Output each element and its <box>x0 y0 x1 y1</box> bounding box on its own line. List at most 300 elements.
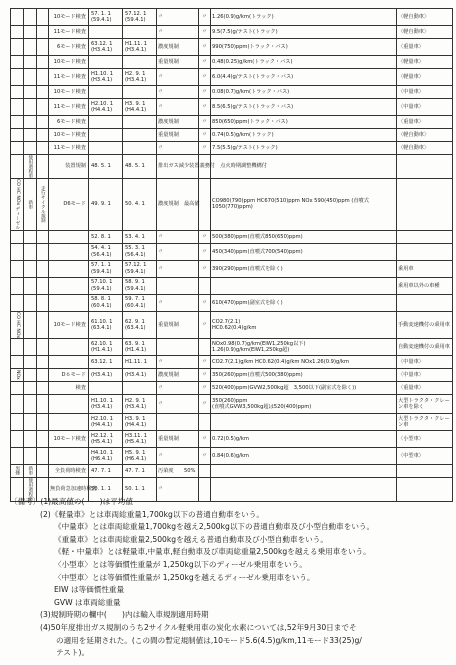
cell-regulation-type: 〃 <box>157 69 199 86</box>
cell-test-mode <box>49 243 89 260</box>
cell-new-model-date: H2.10. 1 (H4.4.1) <box>89 99 123 116</box>
cell-class <box>24 116 37 129</box>
cell-existing-model-date: 57.12. 1 (59.4.1) <box>123 9 157 26</box>
cell-regulation-type: 〃 <box>157 477 199 501</box>
cell-class <box>24 338 37 355</box>
cell-limit-value: CO2.7(2.1)g/km HC0.62(0.4)g/km NOx1.26(0.9)g/km <box>211 355 397 368</box>
cell-vehicle-category: 〈軽自動車〉 <box>397 129 453 142</box>
cell-ditto <box>199 413 211 430</box>
cell-class <box>24 311 37 338</box>
cell-pollutant: NOx <box>11 368 24 381</box>
cell-existing-model-date: H2. 9. 1 (H3.4.1) <box>123 394 157 413</box>
cell-test-mode <box>49 277 89 294</box>
cell-limit-value: 0.74(0.5)g/km(トラック) <box>211 129 397 142</box>
cell-regulation-type: 〃 <box>157 142 199 155</box>
cell-test-mode: 6モード検査 <box>49 39 89 56</box>
table-row <box>11 86 453 99</box>
cell-class <box>24 381 37 394</box>
cell-vehicle-category: 〈重量車〉 <box>397 39 453 56</box>
remark-line-9: GVW は車両総重量 <box>54 597 121 607</box>
cell-regulation-type: 〃 <box>157 243 199 260</box>
table-row <box>11 338 453 355</box>
cell-vehicle-category: 〈中量車〉 <box>397 86 453 99</box>
cell-method <box>37 69 49 86</box>
cell-regulation-type: 重量規制 <box>157 311 199 338</box>
cell-existing-model-date: H3.11. 1 (H5.4.1) <box>123 430 157 447</box>
table-row <box>11 294 453 311</box>
cell-pollutant <box>11 413 24 430</box>
cell-class: 使用過程車 <box>24 477 37 501</box>
cell-class <box>24 99 37 116</box>
remark-line-8: EIW は等価慣性重量 <box>54 585 125 595</box>
cell-new-model-date <box>89 381 123 394</box>
cell-regulation-type: 〃 <box>157 294 199 311</box>
cell-pollutant <box>11 26 24 39</box>
cell-test-mode <box>49 294 89 311</box>
cell-limit-value: 520(400)ppm(GVW2,500kg超 3,500以下(副室式を除く)) <box>211 381 397 394</box>
table-row <box>11 394 453 413</box>
cell-class <box>24 430 37 447</box>
cell-test-mode <box>49 230 89 243</box>
remark-line-12: の適用を延期された。(この間の暫定規制値は,10モード5.6(4.5)g/km,11モード33(25)g/ <box>56 635 362 645</box>
table-row <box>11 116 453 129</box>
cell-test-mode <box>49 355 89 368</box>
cell-limit-value: 9.5(7.5)g/テスト(トラック) <box>211 26 397 39</box>
table-row <box>11 129 453 142</box>
cell-vehicle-category: 〈中型車〉 <box>397 447 453 464</box>
cell-ditto: 〃 <box>199 243 211 260</box>
cell-test-mode: 11モード検査 <box>49 142 89 155</box>
cell-new-model-date <box>89 56 123 69</box>
cell-vehicle-category: 手動変速機付の乗用車 <box>397 311 453 338</box>
cell-class <box>24 394 37 413</box>
cell-new-model-date: 57.10. 1 (59.4.1) <box>89 277 123 294</box>
cell-pollutant <box>11 355 24 368</box>
cell-test-mode: 検査 <box>49 381 89 394</box>
cell-regulation-type: 濃度規制 <box>157 39 199 56</box>
remark-line-7: 〈中型車〉とは等価慣性重量が 1,250kgを越えるディーゼル乗用車をいう。 <box>54 572 315 582</box>
cell-new-model-date <box>89 129 123 142</box>
cell-vehicle-category <box>397 155 453 179</box>
cell-method <box>37 26 49 39</box>
cell-test-mode <box>49 413 89 430</box>
cell-class <box>24 39 37 56</box>
cell-new-model-date: 54. 4. 1 (56.4.1) <box>89 243 123 260</box>
cell-test-mode: 10モード検査 <box>49 56 89 69</box>
cell-existing-model-date <box>123 142 157 155</box>
cell-regulation-type <box>157 338 199 355</box>
cell-new-model-date: 57. 1. 1 (59.4.1) <box>89 9 123 26</box>
table-row <box>11 277 453 294</box>
cell-test-mode: D６モード <box>49 368 89 381</box>
table-row <box>11 230 453 243</box>
cell-existing-model-date: 62. 9. 1 (63.4.1) <box>123 311 157 338</box>
cell-class <box>24 56 37 69</box>
cell-new-model-date: 62.10. 1 (H1.4.1) <box>89 338 123 355</box>
cell-ditto: 〃 <box>199 26 211 39</box>
table-row <box>11 179 453 231</box>
remark-line-10: (3)規制時期の欄中( )内は輸入車規制適用時期 <box>40 610 209 620</box>
cell-ditto: 〃 <box>199 39 211 56</box>
cell-ditto: 〃 <box>199 129 211 142</box>
cell-regulation-type: 〃 <box>157 86 199 99</box>
remark-line-13: テスト)。 <box>56 648 90 658</box>
cell-limit-value <box>211 277 397 294</box>
cell-limit-value: 350(260)ppm (直噴式GVW3,500kg超は520(400)ppm) <box>211 394 397 413</box>
cell-ditto: 〃 <box>199 447 211 464</box>
cell-method <box>37 56 49 69</box>
remark-line-11: (4)50年度排出ガス規制のうち2サイクル軽乗用車の炭化水素については,52年9月30日までそ <box>40 622 357 632</box>
cell-vehicle-category: 〈軽量車〉 <box>397 56 453 69</box>
cell-limit-value: 6.0(4.4)g/テスト(トラック・バス) <box>211 69 397 86</box>
remarks-section <box>10 496 450 660</box>
cell-existing-model-date <box>123 56 157 69</box>
cell-vehicle-category <box>397 230 453 243</box>
cell-ditto <box>199 338 211 355</box>
cell-class: 新車 <box>24 179 37 231</box>
cell-new-model-date: 61.10. 1 (63.4.1) <box>89 311 123 338</box>
cell-vehicle-category <box>397 464 453 477</box>
cell-limit-value: 500(380)ppm(直噴式850(650)ppm) <box>211 230 397 243</box>
cell-pollutant <box>11 129 24 142</box>
cell-ditto: 〃 <box>199 294 211 311</box>
cell-regulation-type: 〃 <box>157 394 199 413</box>
table-row <box>11 447 453 464</box>
table-row <box>11 39 453 56</box>
cell-ditto <box>199 464 211 477</box>
cell-class <box>24 142 37 155</box>
cell-limit-value: NOx0.98(0.7)g/km(EIW1,250kg以下) 1.26(0.9)g/km(EIW1,250kg超) <box>211 338 397 355</box>
cell-method <box>37 260 49 277</box>
cell-vehicle-category: 乗用車 <box>397 260 453 277</box>
table-row <box>11 464 453 477</box>
cell-existing-model-date: 57.12. 1 (59.4.1) <box>123 260 157 277</box>
cell-vehicle-category: 乗用車以外の車種 <box>397 277 453 294</box>
cell-existing-model-date: 50. 4. 1 <box>123 179 157 231</box>
cell-new-model-date <box>89 116 123 129</box>
cell-existing-model-date: (H3.4.1) <box>123 368 157 381</box>
cell-method <box>37 430 49 447</box>
cell-regulation-type: 〃 <box>157 355 199 368</box>
cell-test-mode: 10モード検査 <box>49 129 89 142</box>
cell-pollutant <box>11 9 24 26</box>
cell-vehicle-category <box>397 294 453 311</box>
cell-pollutant <box>11 142 24 155</box>
cell-class <box>24 368 37 381</box>
cell-class <box>24 26 37 39</box>
cell-ditto: 〃 <box>199 260 211 277</box>
cell-existing-model-date: H3. 9. 1 (H4.4.1) <box>123 99 157 116</box>
cell-pollutant <box>11 294 24 311</box>
cell-method <box>37 464 49 477</box>
cell-new-model-date: 57. 1. 1 (59.4.1) <box>89 260 123 277</box>
cell-class <box>24 260 37 277</box>
cell-test-mode <box>49 338 89 355</box>
cell-class <box>24 129 37 142</box>
cell-vehicle-category <box>397 179 453 231</box>
cell-test-mode: 10モード検査 <box>49 311 89 338</box>
cell-class <box>24 243 37 260</box>
cell-test-mode: 全負荷時検査 <box>49 464 89 477</box>
cell-vehicle-category: 〈小型車〉 <box>397 430 453 447</box>
cell-existing-model-date: H1.11. 1 <box>123 355 157 368</box>
cell-existing-model-date <box>123 86 157 99</box>
cell-limit-value: CO2.7(2.1) HC0.62(0.4)g/km <box>211 311 397 338</box>
cell-method <box>37 230 49 243</box>
cell-new-model-date <box>89 26 123 39</box>
cell-vehicle-category: 大型トラクタ・クレーン車を除く <box>397 394 453 413</box>
table-row <box>11 26 453 39</box>
cell-method <box>37 311 49 338</box>
cell-method <box>37 355 49 368</box>
cell-method <box>37 99 49 116</box>
cell-test-mode: 無負荷急加速時検査 <box>49 477 89 501</box>
cell-existing-model-date: 48. 5. 1 <box>123 155 157 179</box>
table-row <box>11 243 453 260</box>
cell-regulation-type: 排出ガス減少装置義務付 点火時期調整機構付 <box>157 155 199 179</box>
cell-pollutant <box>11 243 24 260</box>
cell-regulation-type: 重量規制 <box>157 430 199 447</box>
table-row <box>11 260 453 277</box>
cell-limit-value: 7.5(5.5)g/テスト(トラック) <box>211 142 397 155</box>
cell-new-model-date: (H3.4.1) <box>89 368 123 381</box>
cell-vehicle-category: 〈軽量車〉 <box>397 69 453 86</box>
cell-test-mode: 11モード検査 <box>49 26 89 39</box>
cell-ditto: 〃 <box>199 142 211 155</box>
cell-regulation-type: 〃 <box>157 26 199 39</box>
cell-new-model-date: H2.10. 1 (H4.4.1) <box>89 413 123 430</box>
cell-pollutant <box>11 277 24 294</box>
remark-line-1: 〔備考〕(1)最高値の( )は平均値 <box>10 497 133 506</box>
cell-pollutant <box>11 99 24 116</box>
cell-existing-model-date: 59. 7. 1 (60.4.1) <box>123 294 157 311</box>
cell-regulation-type: 〃 <box>157 99 199 116</box>
cell-regulation-type: 重量規制 <box>157 56 199 69</box>
cell-existing-model-date: 58. 9. 1 (59.4.1) <box>123 277 157 294</box>
cell-method <box>37 381 49 394</box>
cell-method <box>37 9 49 26</box>
cell-existing-model-date: 47. 7. 1 <box>123 464 157 477</box>
cell-limit-value: 350(260)ppm(直噴式500(380)ppm) <box>211 368 397 381</box>
cell-existing-model-date <box>123 129 157 142</box>
cell-ditto <box>199 179 211 231</box>
remark-line-6: 〈小型車〉とは等価慣性重量が 1,250kg以下のディーゼル乗用車をいう。 <box>54 559 307 569</box>
cell-method <box>37 39 49 56</box>
table-row <box>11 355 453 368</box>
cell-limit-value <box>211 413 397 430</box>
cell-pollutant <box>11 69 24 86</box>
cell-limit-value: CO980(790)ppm HC670(510)ppm NOx 590(450)ppm (直噴式1050(770)ppm) <box>211 179 397 231</box>
cell-new-model-date: 63.12. 1 <box>89 355 123 368</box>
cell-ditto: 〃 <box>199 311 211 338</box>
cell-new-model-date <box>89 86 123 99</box>
cell-ditto: 〃 <box>199 230 211 243</box>
cell-limit-value: 850(650)ppm(トラック・バス) <box>211 116 397 129</box>
cell-existing-model-date: H5. 9. 1 (H6.4.1) <box>123 447 157 464</box>
cell-class <box>24 413 37 430</box>
remark-line-3: 《中量車》とは車両総重量1,700kgを越え2,500kg以下の普通自動車及び小型自動車をいう。 <box>54 522 375 532</box>
cell-test-mode <box>49 447 89 464</box>
cell-limit-value <box>211 464 397 477</box>
emission-regulation-table <box>10 8 453 502</box>
cell-test-mode: 11モード検査 <box>49 69 89 86</box>
cell-method <box>37 368 49 381</box>
cell-test-mode: 10モード検査 <box>49 86 89 99</box>
table-row <box>11 9 453 26</box>
table-row <box>11 311 453 338</box>
cell-pollutant <box>11 394 24 413</box>
cell-pollutant <box>11 338 24 355</box>
cell-regulation-type: 重量規制 <box>157 129 199 142</box>
cell-ditto: 〃 <box>199 394 211 413</box>
cell-class <box>24 86 37 99</box>
cell-method <box>37 116 49 129</box>
cell-method <box>37 413 49 430</box>
cell-regulation-type: 濃度規制 最高値 <box>157 179 199 231</box>
cell-class <box>24 69 37 86</box>
table-row <box>11 413 453 430</box>
cell-limit-value: 0.72(0.5)g/km <box>211 430 397 447</box>
cell-vehicle-category: 〈重量車〉 <box>397 381 453 394</box>
cell-method <box>37 294 49 311</box>
cell-class <box>24 447 37 464</box>
cell-limit-value: 450(340)ppm(直噴式700(540)ppm) <box>211 243 397 260</box>
cell-existing-model-date: 55. 3. 1 (56.4.1) <box>123 243 157 260</box>
cell-ditto: 〃 <box>199 116 211 129</box>
cell-method <box>37 277 49 294</box>
cell-existing-model-date <box>123 116 157 129</box>
cell-new-model-date: 49. 9. 1 <box>89 179 123 231</box>
cell-test-mode: 装置規制 <box>49 155 89 179</box>
cell-new-model-date: 48. 5. 1 <box>89 155 123 179</box>
cell-new-model-date: 63.12. 1 (H3.4.1) <box>89 39 123 56</box>
cell-new-model-date: 52. 8. 1 <box>89 230 123 243</box>
cell-method <box>37 155 49 179</box>
cell-existing-model-date <box>123 381 157 394</box>
cell-ditto: 〃 <box>199 430 211 447</box>
cell-limit-value: 1.26(0.9)g/km(トラック) <box>211 9 397 26</box>
remark-line-5: 《軽・中量車》とは軽量車,中量車,軽自動車及び車両総重量2,500kgを越える乗用車をいう。 <box>54 547 371 557</box>
cell-method <box>37 243 49 260</box>
cell-pollutant: 黒煙 <box>11 464 24 477</box>
cell-class <box>24 277 37 294</box>
table-row <box>11 56 453 69</box>
cell-vehicle-category: 〈軽自動車〉 <box>397 26 453 39</box>
cell-vehicle-category: 〈重量車〉 <box>397 116 453 129</box>
cell-limit-value: 0.48(0.25)g/km(トラック・バス) <box>211 56 397 69</box>
cell-existing-model-date: 63. 9. 1 (H1.4.1) <box>123 338 157 355</box>
table-row <box>11 381 453 394</box>
cell-method <box>37 447 49 464</box>
cell-limit-value: 0.08(0.7)g/km(トラック・バス) <box>211 86 397 99</box>
cell-regulation-type: 濃度規制 <box>157 368 199 381</box>
cell-new-model-date: H1.10. 1 (H3.4.1) <box>89 394 123 413</box>
cell-test-mode: 6モード検査 <box>49 116 89 129</box>
cell-ditto: 〃 <box>199 368 211 381</box>
cell-limit-value: 990(750)ppm(トラック・バス) <box>211 39 397 56</box>
cell-regulation-type <box>157 413 199 430</box>
cell-vehicle-category <box>397 243 453 260</box>
cell-vehicle-category: 自動変速機付の乗用車 <box>397 338 453 355</box>
cell-method: 走行サイクル規制 <box>37 179 49 231</box>
cell-test-mode <box>49 394 89 413</box>
cell-class <box>24 294 37 311</box>
cell-method <box>37 142 49 155</box>
cell-test-mode: 10モード検査 <box>49 9 89 26</box>
cell-regulation-type: 汚染度 50% <box>157 464 199 477</box>
cell-class <box>24 355 37 368</box>
cell-new-model-date <box>89 142 123 155</box>
cell-regulation-type: 〃 <box>157 230 199 243</box>
cell-existing-model-date <box>123 26 157 39</box>
cell-vehicle-category: 〈軽自動車〉 <box>397 9 453 26</box>
cell-vehicle-category: 〈軽自動車〉 <box>397 142 453 155</box>
cell-new-model-date: H1.10. 1 (H3.4.1) <box>89 69 123 86</box>
cell-pollutant: CO HC NOx <box>11 311 24 338</box>
remark-line-2: (2)《軽量車》とは車両総重量1,700kg以下の普通自動車をいう。 <box>40 509 264 519</box>
cell-pollutant <box>11 381 24 394</box>
table-row <box>11 368 453 381</box>
cell-limit-value: 610(470)ppm(副室式を除く) <box>211 294 397 311</box>
cell-existing-model-date: 50. 1. 1 <box>123 477 157 501</box>
cell-ditto: 〃 <box>199 69 211 86</box>
cell-pollutant <box>11 260 24 277</box>
cell-regulation-type: 〃 <box>157 447 199 464</box>
cell-pollutant <box>11 155 24 179</box>
cell-test-mode: D6モード <box>49 179 89 231</box>
cell-pollutant <box>11 430 24 447</box>
remark-line-4: 《重量車》とは車両総重量2,500kgを越える普通自動車及び小型自動車をいう。 <box>54 534 328 544</box>
cell-ditto: 〃 <box>199 99 211 116</box>
cell-pollutant: CO HC NOx ディーゼル <box>11 179 24 231</box>
cell-regulation-type: 〃 <box>157 9 199 26</box>
cell-ditto: 〃 <box>199 381 211 394</box>
cell-regulation-type: 〃 <box>157 381 199 394</box>
cell-pollutant <box>11 56 24 69</box>
cell-class <box>24 9 37 26</box>
cell-regulation-type: 濃度規制 <box>157 116 199 129</box>
cell-new-model-date: H2.12. 1 (H5.4.1) <box>89 430 123 447</box>
cell-class: 新車 <box>24 464 37 477</box>
table-row <box>11 69 453 86</box>
table-row <box>11 142 453 155</box>
cell-existing-model-date: H3. 9. 1 (H4.4.1) <box>123 413 157 430</box>
cell-regulation-type <box>157 277 199 294</box>
cell-method <box>37 338 49 355</box>
cell-pollutant <box>11 116 24 129</box>
cell-new-model-date: 50. 1. 1 <box>89 477 123 501</box>
cell-limit-value: 0.84(0.6)g/km <box>211 447 397 464</box>
cell-method <box>37 86 49 99</box>
cell-new-model-date: 58. 8. 1 (60.4.1) <box>89 294 123 311</box>
cell-test-mode: 11モード検査 <box>49 99 89 116</box>
cell-pollutant <box>11 86 24 99</box>
table-row <box>11 430 453 447</box>
cell-ditto: 〃 <box>199 355 211 368</box>
cell-pollutant <box>11 39 24 56</box>
table-row <box>11 99 453 116</box>
cell-ditto <box>199 277 211 294</box>
cell-vehicle-category: 〈中量車〉 <box>397 99 453 116</box>
cell-method <box>37 129 49 142</box>
cell-class: 使用過程車 <box>24 155 37 179</box>
cell-class <box>24 230 37 243</box>
cell-pollutant <box>11 230 24 243</box>
cell-ditto: 〃 <box>199 56 211 69</box>
cell-vehicle-category: 〈中量車〉 <box>397 368 453 381</box>
cell-vehicle-category: 大型トラクタ・クレーン車 <box>397 413 453 430</box>
cell-vehicle-category: 〈中量車〉 <box>397 355 453 368</box>
